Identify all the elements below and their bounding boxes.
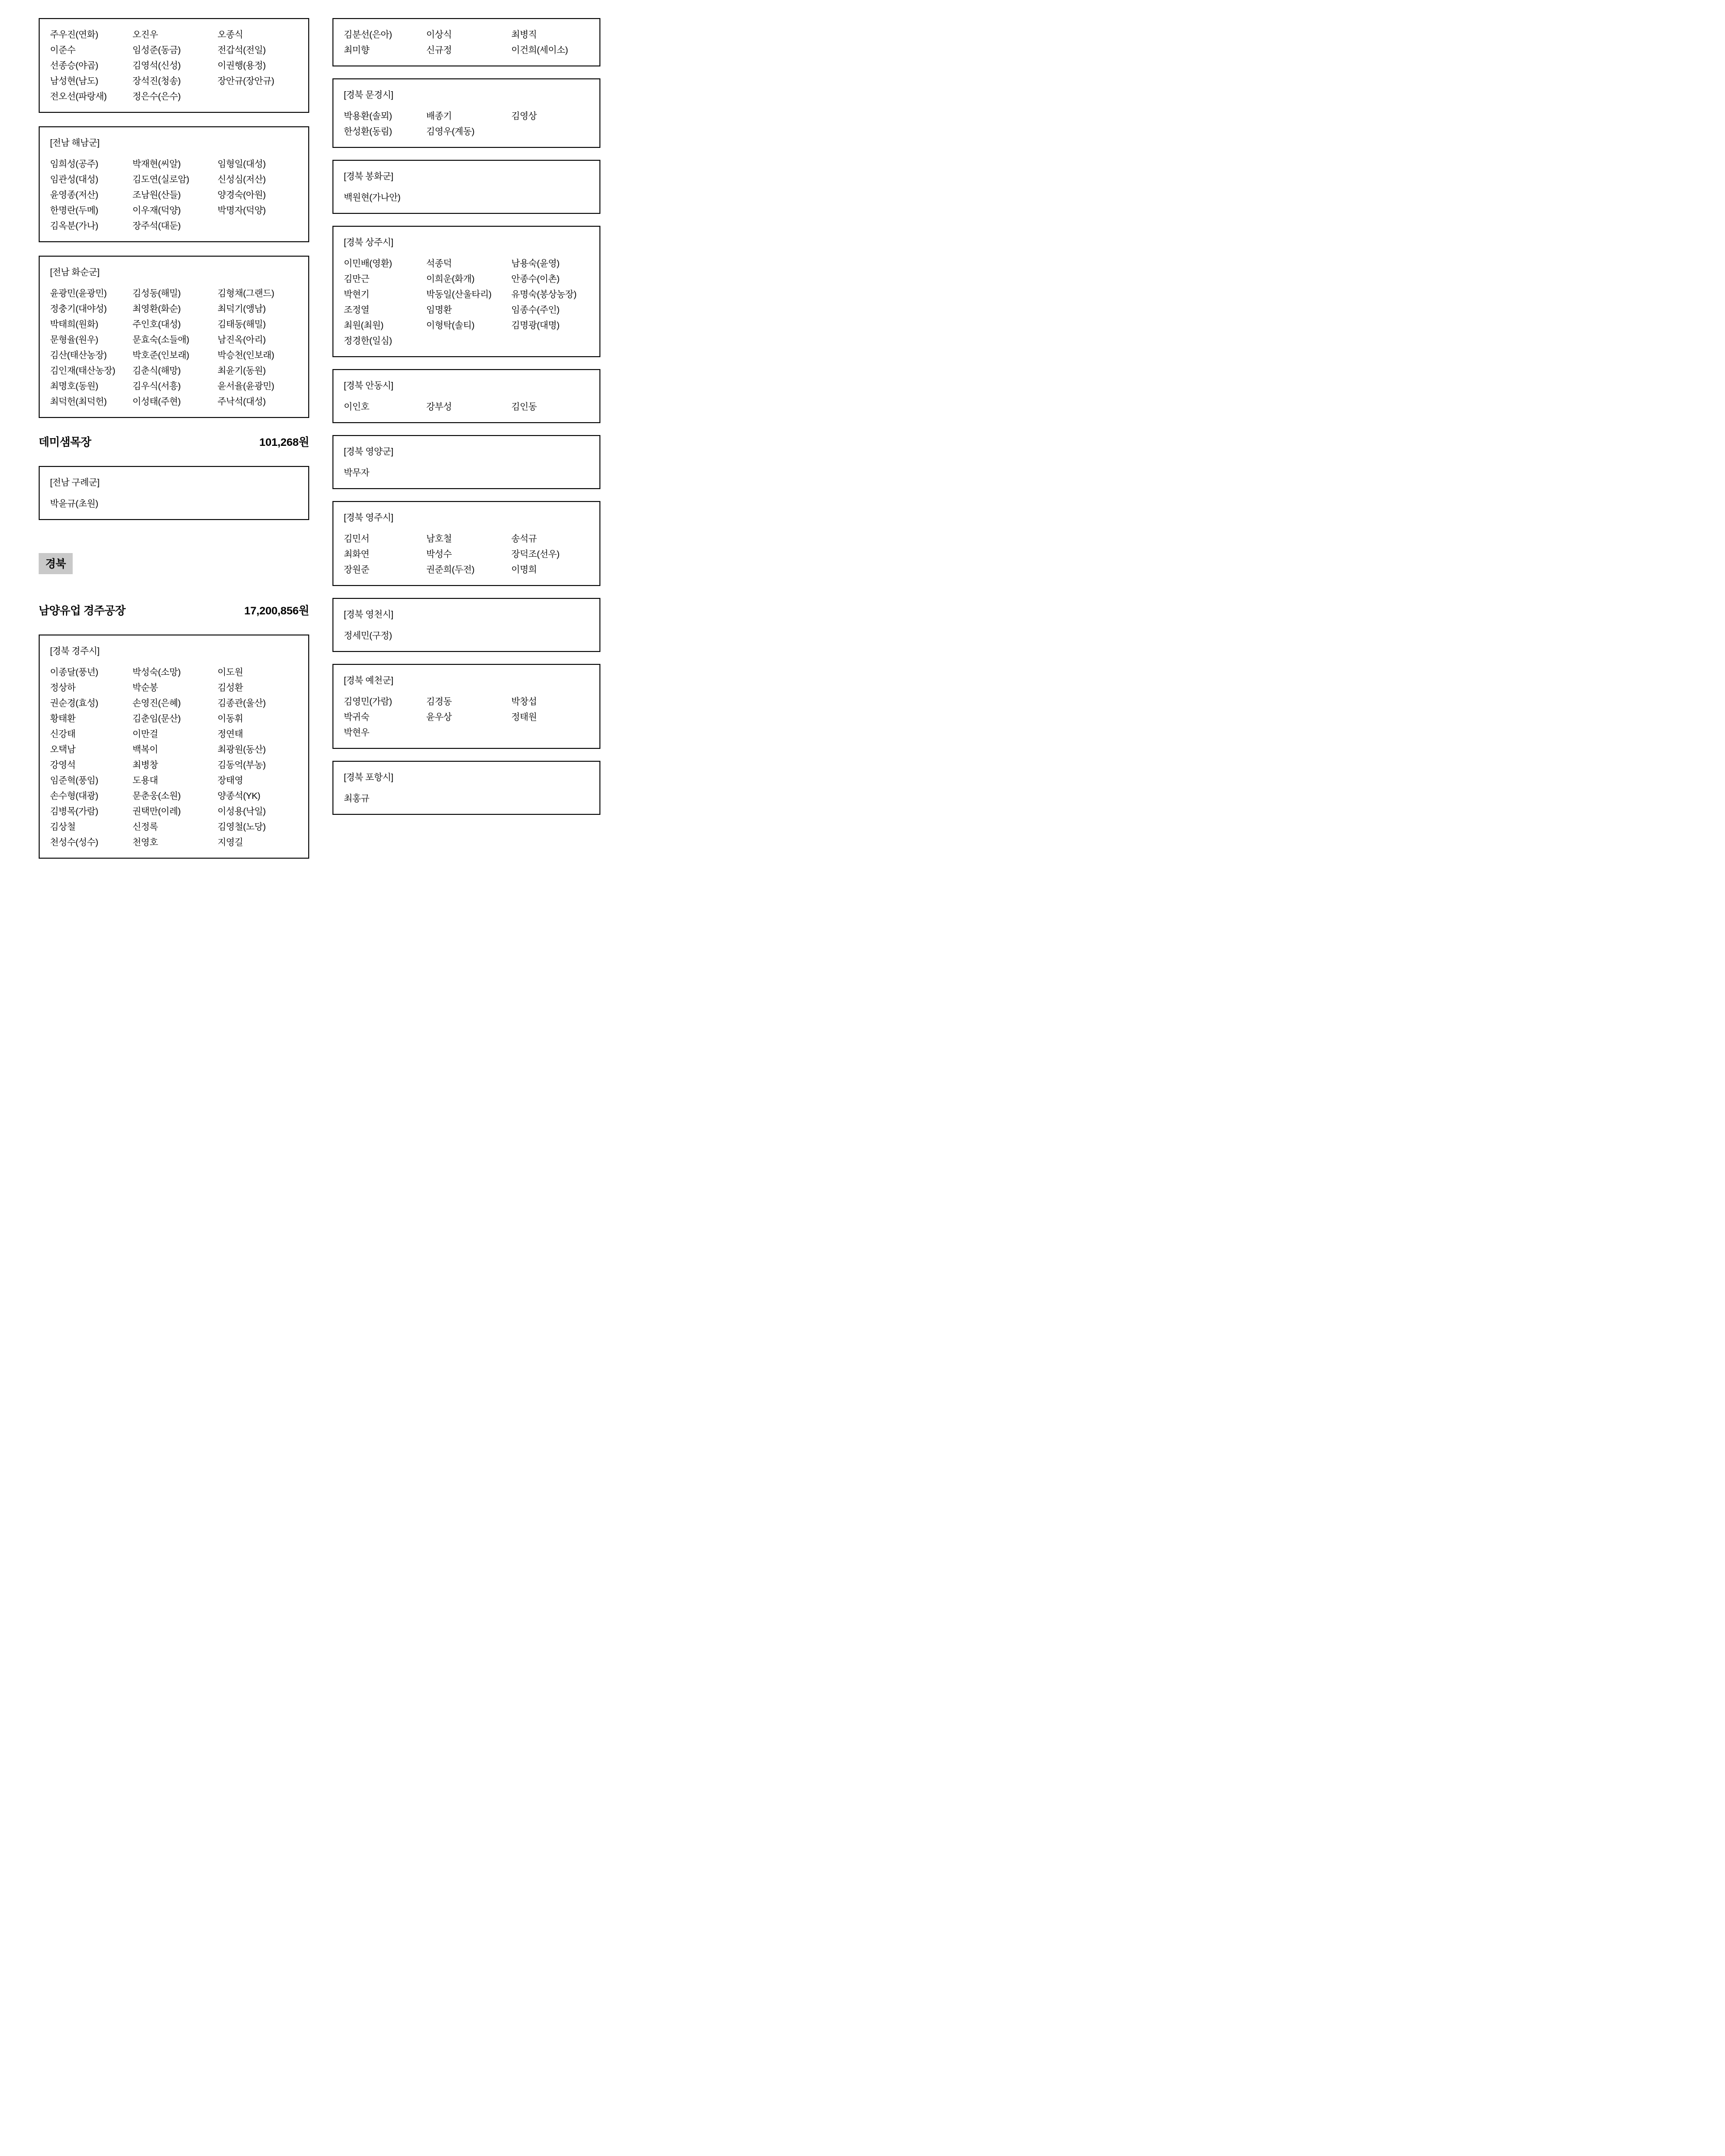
donor-name: 주인호(대성) <box>132 319 181 329</box>
donor-name: 박명자(덕양) <box>217 205 266 215</box>
donor-name: 김옥분(가나) <box>50 221 98 231</box>
donor-names-grid <box>344 465 596 480</box>
donor-name: 김동억(부농) <box>217 760 266 770</box>
region-box-header: [경북 영주시] <box>344 512 393 523</box>
donor-name: 배종기 <box>426 111 452 121</box>
donor-names-grid <box>50 664 305 850</box>
donor-name: 장주석(대둔) <box>132 221 181 231</box>
donor-name: 권준희(두전) <box>426 564 475 575</box>
donor-name: 윤영종(저산) <box>50 190 98 200</box>
region-donor-box <box>332 18 600 66</box>
donor-name: 박승천(인보래) <box>217 350 274 360</box>
donor-name: 선종승(야곱) <box>50 60 98 71</box>
donor-name: 임형일(대성) <box>217 159 266 169</box>
donor-name: 정상하 <box>50 682 76 693</box>
donor-name: 박현우 <box>344 727 370 738</box>
donor-name: 이형탁(솔티) <box>426 320 475 330</box>
donor-name: 정세민(구정) <box>344 630 392 641</box>
donor-name: 최화연 <box>344 549 370 559</box>
donation-total-row <box>39 433 309 449</box>
donor-name: 권택만(이레) <box>132 806 181 816</box>
donor-name: 정은수(은수) <box>132 91 181 102</box>
donor-name: 이만걸 <box>132 729 158 739</box>
donor-name: 조남원(산들) <box>132 190 181 200</box>
region-box-header: [전남 해남군] <box>50 138 99 148</box>
region-donor-box <box>332 369 600 423</box>
donor-name: 이성태(주현) <box>132 396 181 407</box>
donor-name: 김춘임(문산) <box>132 713 181 724</box>
donor-name: 이준수 <box>50 45 76 55</box>
donor-name: 김분선(은아) <box>344 29 392 40</box>
donor-name: 김명광(대명) <box>511 320 560 330</box>
donor-name: 김종관(울산) <box>217 698 266 708</box>
donor-name: 최윤기(동원) <box>217 365 266 376</box>
donor-name: 석종덕 <box>426 258 452 269</box>
donor-name: 문효숙(소들애) <box>132 335 189 345</box>
donor-name: 최병직 <box>511 29 537 40</box>
donor-name: 김성동(해밀) <box>132 288 181 298</box>
donor-name: 양종석(YK) <box>217 791 260 801</box>
donor-name: 이성용(낙일) <box>217 806 266 816</box>
region-donor-box <box>332 664 600 749</box>
donor-name: 정경한(일심) <box>344 336 392 346</box>
donor-names-grid <box>50 27 305 104</box>
donor-name: 한명란(두메) <box>50 205 98 215</box>
donor-name: 박순봉 <box>132 682 158 693</box>
donor-name: 최영환(화순) <box>132 304 181 314</box>
donor-name: 이도원 <box>217 667 243 677</box>
right-column <box>332 18 600 827</box>
donor-name: 임성준(동금) <box>132 45 181 55</box>
donor-name: 오진우 <box>132 29 158 40</box>
donor-name: 김산(태산농장) <box>50 350 107 360</box>
donor-name: 김영철(노당) <box>217 822 266 832</box>
donor-name: 권순경(효성) <box>50 698 98 708</box>
donor-name: 임희성(공주) <box>50 159 98 169</box>
donor-name: 김영상 <box>511 111 537 121</box>
donor-name: 박성수 <box>426 549 452 559</box>
donor-name: 손수형(대광) <box>50 791 98 801</box>
donor-name: 이권행(용정) <box>217 60 266 71</box>
donor-name: 정태원 <box>511 712 537 722</box>
donor-name: 장태영 <box>217 775 243 785</box>
region-box-header: [경북 안동시] <box>344 380 393 391</box>
donor-name: 주우진(연화) <box>50 29 98 40</box>
region-box-header: [전남 구례군] <box>50 477 99 488</box>
donor-name: 이명희 <box>511 564 537 575</box>
donor-name: 최홍규 <box>344 793 370 804</box>
donor-name: 도용대 <box>132 775 158 785</box>
donor-name: 장안규(장안규) <box>217 76 274 86</box>
donor-name: 이종달(풍년) <box>50 667 98 677</box>
donor-name: 최덕기(앵남) <box>217 304 266 314</box>
donor-name: 백원현(가나안) <box>344 192 400 203</box>
donor-name: 박윤규(초원) <box>50 498 98 509</box>
donor-name: 신성심(저산) <box>217 174 266 185</box>
donor-name: 김형채(그랜드) <box>217 288 274 298</box>
donor-name: 박성숙(소망) <box>132 667 181 677</box>
donor-name: 안종수(이촌) <box>511 274 560 284</box>
donor-name: 신강태 <box>50 729 76 739</box>
donor-name: 오택남 <box>50 744 76 755</box>
donor-name: 오종식 <box>217 29 243 40</box>
donor-name: 장석진(청송) <box>132 76 181 86</box>
donor-name: 최덕헌(최덕헌) <box>50 396 107 407</box>
donor-names-grid <box>344 108 596 139</box>
donor-names-grid <box>344 791 596 806</box>
donor-name: 정충기(대야성) <box>50 304 107 314</box>
donor-name: 문춘웅(소원) <box>132 791 181 801</box>
donor-name: 한성환(동림) <box>344 126 392 137</box>
donor-name: 윤서율(윤광민) <box>217 381 274 391</box>
donor-name: 임관성(대성) <box>50 174 98 185</box>
donor-name: 김상철 <box>50 822 76 832</box>
region-donor-box <box>332 598 600 652</box>
donation-amount: 17,200,856원 <box>244 605 309 617</box>
donor-names-grid <box>50 286 305 409</box>
donor-name: 이희운(화개) <box>426 274 475 284</box>
donor-name: 장덕조(선우) <box>511 549 560 559</box>
donor-name: 황태환 <box>50 713 76 724</box>
region-donor-box <box>332 435 600 489</box>
region-box-header: [경북 경주시] <box>50 646 99 656</box>
region-box-header: [경북 영양군] <box>344 446 393 457</box>
region-donor-box <box>332 761 600 815</box>
donor-name: 김도연(실로암) <box>132 174 189 185</box>
donation-amount: 101,268원 <box>259 436 309 448</box>
donor-name: 남호철 <box>426 533 452 544</box>
donor-name: 신규정 <box>426 45 452 55</box>
donor-name: 김인동 <box>511 402 537 412</box>
donor-name: 박동일(산울타리) <box>426 289 492 299</box>
province-section-label: 경북 <box>39 553 73 574</box>
region-donor-box <box>332 226 600 357</box>
region-box-header: [경북 문경시] <box>344 90 393 100</box>
region-donor-box <box>39 126 309 242</box>
donor-names-grid <box>344 531 596 577</box>
donor-name: 김춘식(해망) <box>132 365 181 376</box>
donor-name: 김영석(신성) <box>132 60 181 71</box>
donor-name: 남용숙(윤영) <box>511 258 560 269</box>
donor-names-grid <box>50 496 305 511</box>
donor-name: 최명호(동원) <box>50 381 98 391</box>
donor-name: 조정열 <box>344 305 370 315</box>
donor-names-grid <box>344 628 596 643</box>
donor-name: 박태희(원화) <box>50 319 98 329</box>
region-donor-box <box>332 501 600 586</box>
donor-name: 백복이 <box>132 744 158 755</box>
donor-name: 전오선(파랑새) <box>50 91 107 102</box>
donation-total-row <box>39 602 309 618</box>
region-donor-box <box>332 78 600 148</box>
donor-name: 강부성 <box>426 402 452 412</box>
left-column <box>39 18 309 872</box>
donor-names-grid <box>344 256 596 348</box>
region-box-header: [전남 화순군] <box>50 267 99 277</box>
donor-name: 김영우(계동) <box>426 126 475 137</box>
region-box-header: [경북 예천군] <box>344 675 393 686</box>
donor-name: 박무자 <box>344 467 370 478</box>
donor-names-grid <box>344 694 596 740</box>
donor-name: 손영진(은혜) <box>132 698 181 708</box>
donor-names-grid <box>344 190 596 205</box>
donor-name: 임준혁(풍임) <box>50 775 98 785</box>
donor-name: 김만근 <box>344 274 370 284</box>
donor-name: 윤우상 <box>426 712 452 722</box>
donor-name: 김우식(서흥) <box>132 381 181 391</box>
donor-name: 강영석 <box>50 760 76 770</box>
donor-name: 문형율(원우) <box>50 335 98 345</box>
donor-name: 박귀숙 <box>344 712 370 722</box>
donor-name: 정연태 <box>217 729 243 739</box>
donor-name: 이우재(덕양) <box>132 205 181 215</box>
donor-name: 김민서 <box>344 533 370 544</box>
region-box-header: [경북 봉화군] <box>344 171 393 181</box>
donor-name: 김성환 <box>217 682 243 693</box>
donor-name: 송석규 <box>511 533 537 544</box>
donor-name: 최광원(동산) <box>217 744 266 755</box>
organization-name: 데미샘목장 <box>39 436 91 448</box>
donor-name: 이인호 <box>344 402 370 412</box>
region-donor-box <box>39 634 309 859</box>
donor-name: 유명숙(봉상농장) <box>511 289 577 299</box>
donor-name: 김병목(가람) <box>50 806 98 816</box>
donor-name: 이상식 <box>426 29 452 40</box>
donor-name: 양경숙(아원) <box>217 190 266 200</box>
donor-name: 김영민(가람) <box>344 696 392 707</box>
region-donor-box <box>39 18 309 113</box>
region-box-header: [경북 영천시] <box>344 609 393 620</box>
donor-name: 신정록 <box>132 822 158 832</box>
donor-name: 임종수(주인) <box>511 305 560 315</box>
donor-name: 최원(최원) <box>344 320 383 330</box>
donor-name: 최미향 <box>344 45 370 55</box>
region-donor-box <box>39 256 309 418</box>
donor-name: 남성현(남도) <box>50 76 98 86</box>
donor-name: 최병창 <box>132 760 158 770</box>
donor-name: 김인재(태산농장) <box>50 365 115 376</box>
region-box-header: [경북 포항시] <box>344 772 393 782</box>
donor-name: 임명환 <box>426 305 452 315</box>
donor-name: 김태동(해밀) <box>217 319 266 329</box>
donor-name: 천성수(성수) <box>50 837 98 847</box>
donor-name: 남진옥(아리) <box>217 335 266 345</box>
donor-list-page <box>0 0 639 882</box>
donor-name: 이동휘 <box>217 713 243 724</box>
donor-name: 박용환(솔뫼) <box>344 111 392 121</box>
donor-name: 박창섭 <box>511 696 537 707</box>
donor-name: 김경동 <box>426 696 452 707</box>
donor-name: 윤광민(윤광민) <box>50 288 107 298</box>
donor-name: 주낙석(대성) <box>217 396 266 407</box>
donor-name: 박재현(씨알) <box>132 159 181 169</box>
organization-name: 남양유업 경주공장 <box>39 605 126 617</box>
donor-name: 천영호 <box>132 837 158 847</box>
donor-name: 박호준(인보래) <box>132 350 189 360</box>
region-donor-box <box>39 466 309 520</box>
donor-name: 전갑석(전일) <box>217 45 266 55</box>
region-box-header: [경북 상주시] <box>344 237 393 247</box>
donor-name: 장원준 <box>344 564 370 575</box>
donor-name: 지영길 <box>217 837 243 847</box>
donor-names-grid <box>344 399 596 414</box>
region-donor-box <box>332 160 600 214</box>
donor-names-grid <box>50 156 305 233</box>
donor-names-grid <box>344 27 596 58</box>
donor-name: 이건희(세이소) <box>511 45 568 55</box>
donor-name: 이민배(영환) <box>344 258 392 269</box>
donor-name: 박현기 <box>344 289 370 299</box>
